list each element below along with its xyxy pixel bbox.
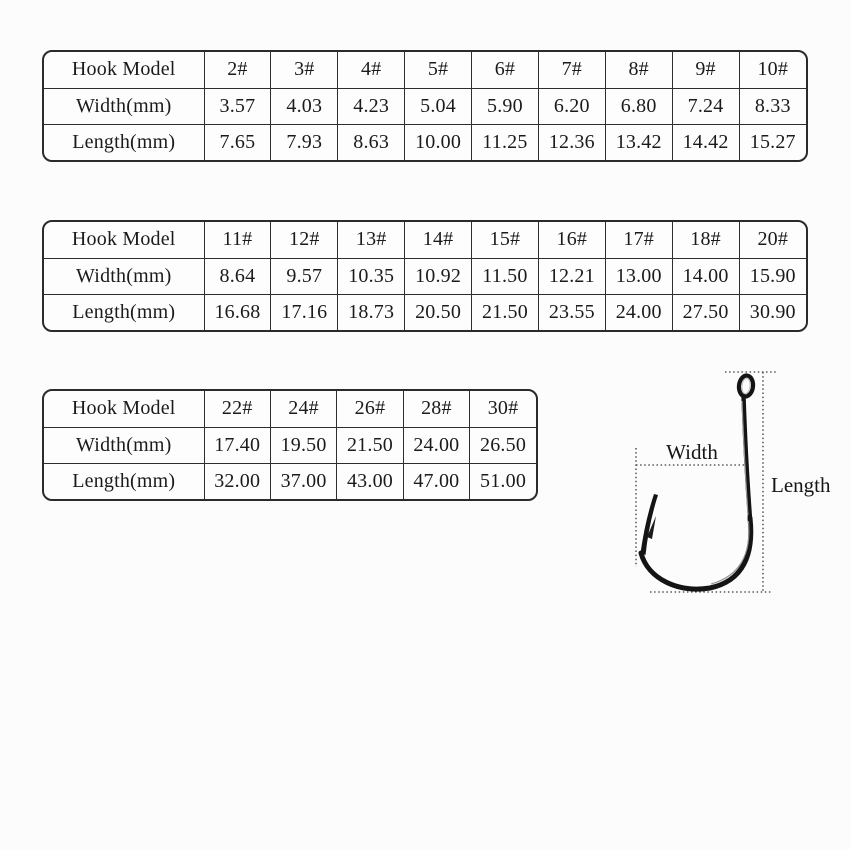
table-cell: 7# bbox=[538, 52, 605, 88]
table-cell: 26.50 bbox=[470, 427, 536, 463]
table-cell: 11# bbox=[204, 222, 271, 258]
table-cell: 30# bbox=[470, 391, 536, 427]
table-cell: 24# bbox=[270, 391, 336, 427]
table-cell: 10.35 bbox=[338, 258, 405, 294]
row-label: Length(mm) bbox=[44, 463, 204, 499]
table-cell: 17.40 bbox=[204, 427, 270, 463]
table-cell: 17# bbox=[605, 222, 672, 258]
fishing-hook-illustration bbox=[641, 375, 755, 589]
table-cell: 12.21 bbox=[538, 258, 605, 294]
table-cell: 24.00 bbox=[605, 294, 672, 330]
table-cell: 13.00 bbox=[605, 258, 672, 294]
table-cell: 5# bbox=[405, 52, 472, 88]
table-cell: 14.00 bbox=[672, 258, 739, 294]
row-label: Length(mm) bbox=[44, 294, 204, 330]
table-cell: 24.00 bbox=[403, 427, 469, 463]
table-cell: 51.00 bbox=[470, 463, 536, 499]
length-label: Length bbox=[771, 473, 831, 497]
row-label: Hook Model bbox=[44, 222, 204, 258]
table-cell: 16.68 bbox=[204, 294, 271, 330]
table-cell: 30.90 bbox=[739, 294, 806, 330]
table-cell: 19.50 bbox=[270, 427, 336, 463]
table-cell: 21.50 bbox=[472, 294, 539, 330]
row-label: Width(mm) bbox=[44, 427, 204, 463]
table-cell: 18.73 bbox=[338, 294, 405, 330]
row-label: Hook Model bbox=[44, 391, 204, 427]
table-cell: 8.33 bbox=[739, 88, 806, 124]
table-cell: 15# bbox=[472, 222, 539, 258]
table-cell: 11.25 bbox=[472, 124, 539, 160]
table-cell: 6# bbox=[472, 52, 539, 88]
table-row bbox=[44, 124, 806, 160]
table bbox=[44, 52, 806, 160]
table-cell: 21.50 bbox=[337, 427, 403, 463]
table-cell: 7.24 bbox=[672, 88, 739, 124]
hook-point bbox=[641, 494, 659, 555]
table-cell: 10# bbox=[739, 52, 806, 88]
table-row bbox=[44, 88, 806, 124]
table-cell: 20# bbox=[739, 222, 806, 258]
table-cell: 12.36 bbox=[538, 124, 605, 160]
row-label: Width(mm) bbox=[44, 88, 204, 124]
table-row bbox=[44, 52, 806, 88]
row-label: Length(mm) bbox=[44, 124, 204, 160]
table-cell: 4.03 bbox=[271, 88, 338, 124]
table-cell: 9# bbox=[672, 52, 739, 88]
width-label: Width bbox=[666, 440, 718, 464]
table-cell: 47.00 bbox=[403, 463, 469, 499]
table-cell: 3# bbox=[271, 52, 338, 88]
table-cell: 3.57 bbox=[204, 88, 271, 124]
table-row bbox=[44, 463, 536, 499]
table-cell: 43.00 bbox=[337, 463, 403, 499]
hook-size-table-large bbox=[42, 389, 538, 501]
table-row bbox=[44, 427, 536, 463]
table-row bbox=[44, 222, 806, 258]
table-cell: 18# bbox=[672, 222, 739, 258]
table-row bbox=[44, 258, 806, 294]
table-cell: 7.93 bbox=[271, 124, 338, 160]
table-cell: 6.80 bbox=[605, 88, 672, 124]
table-cell: 37.00 bbox=[270, 463, 336, 499]
table-cell: 28# bbox=[403, 391, 469, 427]
table-cell: 14# bbox=[405, 222, 472, 258]
table-cell: 6.20 bbox=[538, 88, 605, 124]
table-cell: 14.42 bbox=[672, 124, 739, 160]
hook-dimension-diagram bbox=[600, 355, 850, 615]
table-cell: 20.50 bbox=[405, 294, 472, 330]
table-cell: 12# bbox=[271, 222, 338, 258]
table-cell: 32.00 bbox=[204, 463, 270, 499]
table-cell: 5.90 bbox=[472, 88, 539, 124]
table-cell: 10.00 bbox=[405, 124, 472, 160]
table-cell: 22# bbox=[204, 391, 270, 427]
table-row bbox=[44, 391, 536, 427]
table-cell: 15.90 bbox=[739, 258, 806, 294]
table-cell: 10.92 bbox=[405, 258, 472, 294]
table-cell: 26# bbox=[337, 391, 403, 427]
bend-highlight bbox=[711, 521, 749, 584]
table-cell: 15.27 bbox=[739, 124, 806, 160]
hook-bend bbox=[641, 518, 751, 589]
table-cell: 16# bbox=[538, 222, 605, 258]
table bbox=[44, 222, 806, 330]
row-label: Hook Model bbox=[44, 52, 204, 88]
row-label: Width(mm) bbox=[44, 258, 204, 294]
table-cell: 13# bbox=[338, 222, 405, 258]
table-row bbox=[44, 294, 806, 330]
hook-size-table-medium bbox=[42, 220, 808, 332]
hook-size-table-small bbox=[42, 50, 808, 162]
table-cell: 8# bbox=[605, 52, 672, 88]
table-cell: 17.16 bbox=[271, 294, 338, 330]
table-cell: 5.04 bbox=[405, 88, 472, 124]
table-cell: 13.42 bbox=[605, 124, 672, 160]
table-cell: 23.55 bbox=[538, 294, 605, 330]
table bbox=[44, 391, 536, 499]
table-cell: 27.50 bbox=[672, 294, 739, 330]
table-cell: 9.57 bbox=[271, 258, 338, 294]
table-cell: 4# bbox=[338, 52, 405, 88]
table-cell: 7.65 bbox=[204, 124, 271, 160]
table-cell: 8.63 bbox=[338, 124, 405, 160]
table-cell: 4.23 bbox=[338, 88, 405, 124]
table-cell: 8.64 bbox=[204, 258, 271, 294]
table-cell: 11.50 bbox=[472, 258, 539, 294]
table-cell: 2# bbox=[204, 52, 271, 88]
